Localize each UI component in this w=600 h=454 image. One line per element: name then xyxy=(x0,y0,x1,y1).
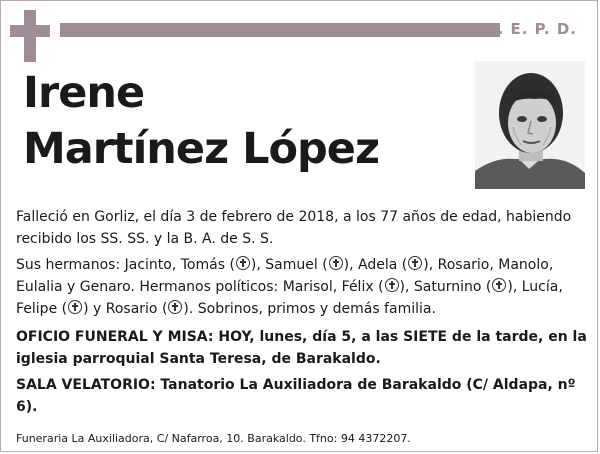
qepd-label: Q. E. P. D. xyxy=(483,20,577,38)
surnames: Martínez López xyxy=(23,124,379,174)
deceased-cross-icon xyxy=(492,278,506,292)
funeral-home-footer: Funeraria La Auxiliadora, C/ Nafarroa, 10. Barakaldo. Tfno: 94 4372207. xyxy=(16,432,411,445)
deceased-name xyxy=(23,65,379,177)
wake-text: SALA VELATORIO: Tanatorio La Auxiliadora de Barakaldo (C/ Aldapa, nº 6). xyxy=(16,377,576,415)
deceased-cross-icon xyxy=(385,278,399,292)
portrait-photo xyxy=(475,61,585,189)
funeral-mass-text: OFICIO FUNERAL Y MISA: HOY, lunes, día 5, a las SIETE de la tarde, en la iglesia parroquial Santa Teresa, de Barakaldo. xyxy=(16,329,587,367)
deceased-cross-icon xyxy=(168,300,182,314)
family-text: Sus hermanos: Jacinto, Tomás ( ), Samuel ( ), Adela ( ), Rosario, Manolo, Eulalia y Genaro. Hermanos políticos: Marisol, Félix ( ), Saturnino ( ), Lucía, Felipe ( ) y Rosario ( ). Sobrinos, primos y demás familia. xyxy=(16,257,563,317)
latin-cross-icon xyxy=(10,10,50,62)
deceased-cross-icon xyxy=(329,256,343,270)
death-notice-text: Falleció en Gorliz, el día 3 de febrero de 2018, a los 77 años de edad, habiendo recibido los SS. SS. y la B. A. de S. S. xyxy=(16,209,572,247)
deceased-cross-icon xyxy=(408,256,422,270)
first-name: Irene xyxy=(23,68,145,118)
header-divider xyxy=(60,23,500,37)
notice-body xyxy=(16,206,588,418)
deceased-cross-icon xyxy=(68,300,82,314)
deceased-cross-icon xyxy=(236,256,250,270)
